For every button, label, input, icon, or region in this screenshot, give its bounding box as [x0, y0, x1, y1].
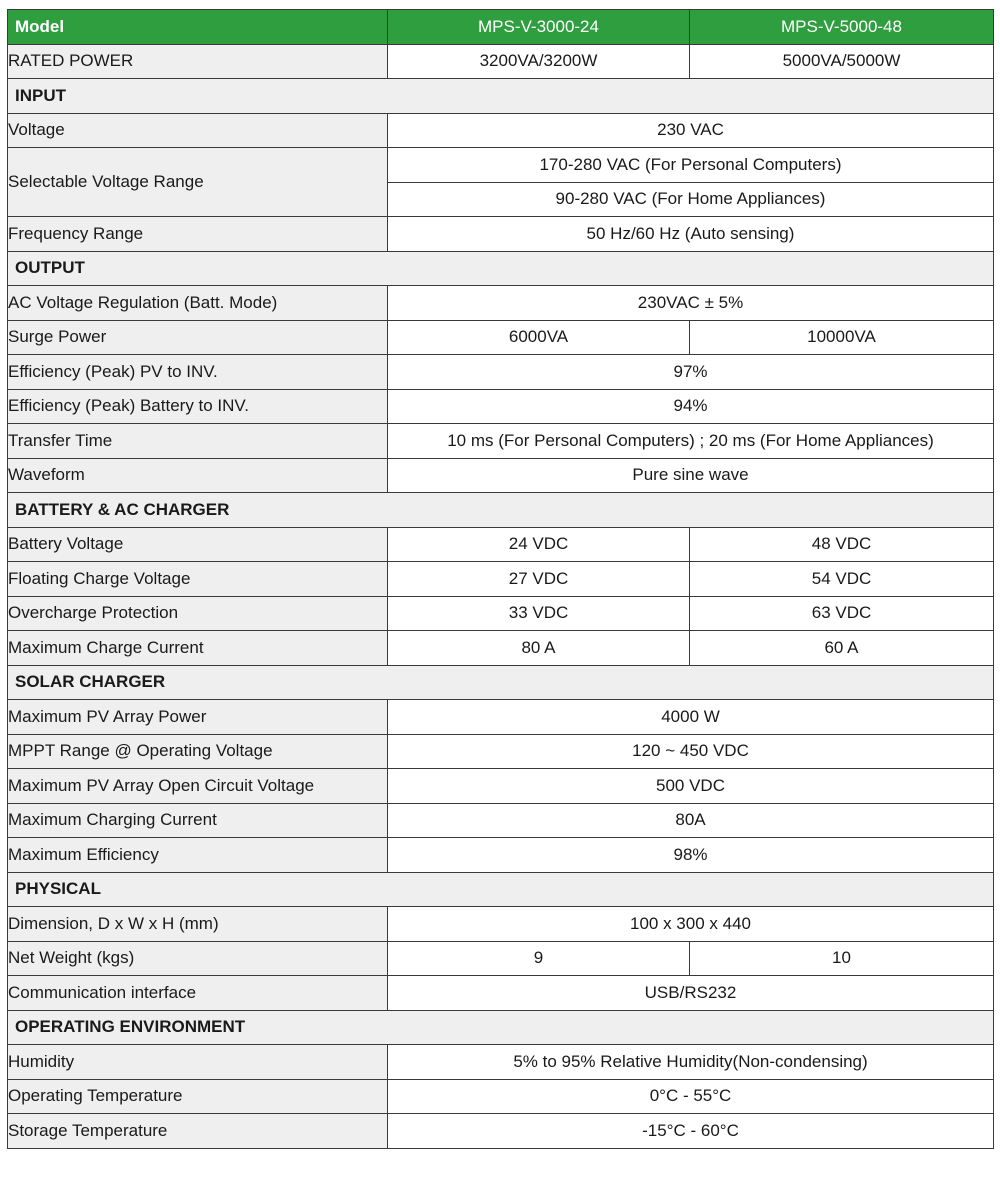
eff-batt-label: Efficiency (Peak) Battery to INV.	[8, 389, 388, 424]
row-max-open-circuit	[8, 769, 994, 804]
humidity-label: Humidity	[8, 1045, 388, 1080]
spec-table	[7, 9, 994, 1149]
row-rated-power	[8, 44, 994, 79]
floating-charge-a: 27 VDC	[388, 562, 690, 597]
row-max-pv-power	[8, 700, 994, 735]
row-voltage	[8, 113, 994, 148]
row-overcharge	[8, 596, 994, 631]
humidity-value: 5% to 95% Relative Humidity(Non-condensing)	[388, 1045, 994, 1080]
max-pv-power-value: 4000 W	[388, 700, 994, 735]
row-waveform	[8, 458, 994, 493]
max-open-circuit-label: Maximum PV Array Open Circuit Voltage	[8, 769, 388, 804]
dimension-label: Dimension, D x W x H (mm)	[8, 907, 388, 942]
storage-temp-value: -15°C - 60°C	[388, 1114, 994, 1149]
max-efficiency-value: 98%	[388, 838, 994, 873]
mppt-range-label: MPPT Range @ Operating Voltage	[8, 734, 388, 769]
rated-power-label: RATED POWER	[8, 44, 388, 79]
eff-pv-value: 97%	[388, 355, 994, 390]
net-weight-b: 10	[690, 941, 994, 976]
section-input	[8, 79, 994, 114]
row-eff-pv	[8, 355, 994, 390]
row-max-efficiency	[8, 838, 994, 873]
row-operating-temp	[8, 1079, 994, 1114]
header-model-a: MPS-V-3000-24	[388, 10, 690, 45]
communication-value: USB/RS232	[388, 976, 994, 1011]
row-transfer-time	[8, 424, 994, 459]
overcharge-a: 33 VDC	[388, 596, 690, 631]
overcharge-label: Overcharge Protection	[8, 596, 388, 631]
battery-voltage-a: 24 VDC	[388, 527, 690, 562]
row-max-charging-current	[8, 803, 994, 838]
section-solar-title: SOLAR CHARGER	[8, 665, 994, 700]
row-max-charge-current	[8, 631, 994, 666]
selectable-range-label: Selectable Voltage Range	[8, 148, 388, 217]
mppt-range-value: 120 ~ 450 VDC	[388, 734, 994, 769]
floating-charge-label: Floating Charge Voltage	[8, 562, 388, 597]
battery-voltage-label: Battery Voltage	[8, 527, 388, 562]
max-charge-current-b: 60 A	[690, 631, 994, 666]
row-dimension	[8, 907, 994, 942]
transfer-time-label: Transfer Time	[8, 424, 388, 459]
eff-batt-value: 94%	[388, 389, 994, 424]
max-efficiency-label: Maximum Efficiency	[8, 838, 388, 873]
selectable-range-home: 90-280 VAC (For Home Appliances)	[388, 182, 994, 217]
section-physical-title: PHYSICAL	[8, 872, 994, 907]
section-output	[8, 251, 994, 286]
max-charging-current-value: 80A	[388, 803, 994, 838]
row-floating-charge	[8, 562, 994, 597]
transfer-time-value: 10 ms (For Personal Computers) ; 20 ms (For Home Appliances)	[388, 424, 994, 459]
section-battery-title: BATTERY & AC CHARGER	[8, 493, 994, 528]
row-communication	[8, 976, 994, 1011]
net-weight-a: 9	[388, 941, 690, 976]
communication-label: Communication interface	[8, 976, 388, 1011]
operating-temp-label: Operating Temperature	[8, 1079, 388, 1114]
rated-power-a: 3200VA/3200W	[388, 44, 690, 79]
max-charge-current-label: Maximum Charge Current	[8, 631, 388, 666]
overcharge-b: 63 VDC	[690, 596, 994, 631]
section-output-title: OUTPUT	[8, 251, 994, 286]
voltage-label: Voltage	[8, 113, 388, 148]
net-weight-label: Net Weight (kgs)	[8, 941, 388, 976]
section-solar	[8, 665, 994, 700]
surge-power-label: Surge Power	[8, 320, 388, 355]
row-storage-temp	[8, 1114, 994, 1149]
waveform-label: Waveform	[8, 458, 388, 493]
surge-power-a: 6000VA	[388, 320, 690, 355]
dimension-value: 100 x 300 x 440	[388, 907, 994, 942]
max-charge-current-a: 80 A	[388, 631, 690, 666]
header-row	[8, 10, 994, 45]
floating-charge-b: 54 VDC	[690, 562, 994, 597]
row-frequency	[8, 217, 994, 252]
battery-voltage-b: 48 VDC	[690, 527, 994, 562]
header-model-label: Model	[8, 10, 388, 45]
ac-regulation-label: AC Voltage Regulation (Batt. Mode)	[8, 286, 388, 321]
section-input-title: INPUT	[8, 79, 994, 114]
frequency-value: 50 Hz/60 Hz (Auto sensing)	[388, 217, 994, 252]
row-surge-power	[8, 320, 994, 355]
surge-power-b: 10000VA	[690, 320, 994, 355]
frequency-label: Frequency Range	[8, 217, 388, 252]
storage-temp-label: Storage Temperature	[8, 1114, 388, 1149]
row-selectable-range-pc	[8, 148, 994, 183]
voltage-value: 230 VAC	[388, 113, 994, 148]
section-physical	[8, 872, 994, 907]
max-open-circuit-value: 500 VDC	[388, 769, 994, 804]
max-pv-power-label: Maximum PV Array Power	[8, 700, 388, 735]
row-mppt-range	[8, 734, 994, 769]
max-charging-current-label: Maximum Charging Current	[8, 803, 388, 838]
operating-temp-value: 0°C - 55°C	[388, 1079, 994, 1114]
rated-power-b: 5000VA/5000W	[690, 44, 994, 79]
section-battery	[8, 493, 994, 528]
waveform-value: Pure sine wave	[388, 458, 994, 493]
row-battery-voltage	[8, 527, 994, 562]
header-model-b: MPS-V-5000-48	[690, 10, 994, 45]
ac-regulation-value: 230VAC ± 5%	[388, 286, 994, 321]
section-environment	[8, 1010, 994, 1045]
selectable-range-pc: 170-280 VAC (For Personal Computers)	[388, 148, 994, 183]
row-net-weight	[8, 941, 994, 976]
row-ac-regulation	[8, 286, 994, 321]
eff-pv-label: Efficiency (Peak) PV to INV.	[8, 355, 388, 390]
row-humidity	[8, 1045, 994, 1080]
section-environment-title: OPERATING ENVIRONMENT	[8, 1010, 994, 1045]
row-eff-batt	[8, 389, 994, 424]
